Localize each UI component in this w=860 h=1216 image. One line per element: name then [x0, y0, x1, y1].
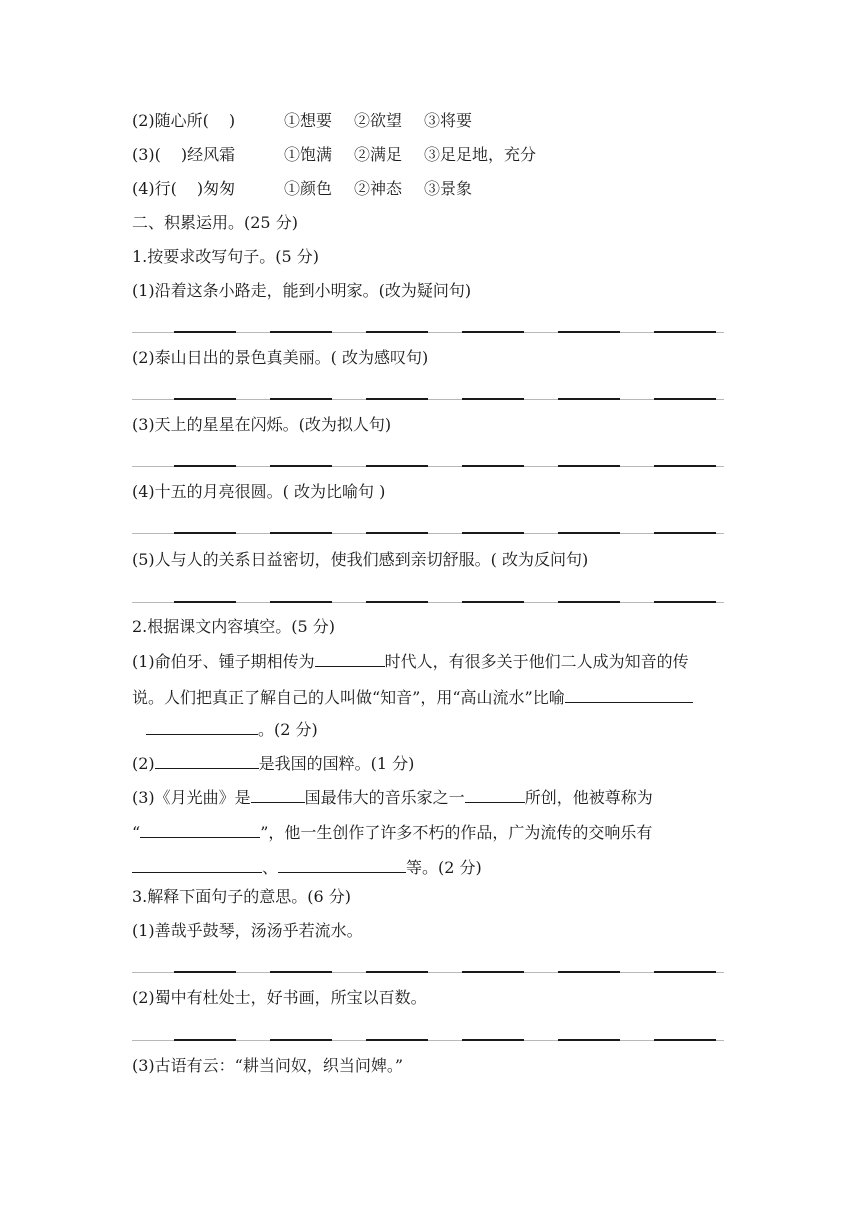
fill-item-2: (2) 是我国的国粹。(1 分)	[132, 754, 415, 773]
answer-line[interactable]	[132, 459, 724, 467]
fill-blank[interactable]	[315, 650, 385, 667]
meaning-item: (4)行( )匆匆 ①颜色 ②神态 ③景象	[132, 179, 473, 198]
rewrite-item: (1)沿着这条小路走，能到小明家。(改为疑问句)	[132, 281, 472, 300]
question-title: 3.解释下面句子的意思。(6 分)	[132, 887, 352, 906]
fill-item-1-line2: 说。人们把真正了解自己的人叫做“知音”，用“高山流水”比喻	[132, 686, 693, 708]
fill-item-3-line3: 、 等。(2 分)	[132, 856, 482, 878]
rewrite-item: (2)泰山日出的景色真美丽。( 改为感叹句)	[132, 348, 429, 367]
meaning-item: (3)( )经风霜 ①饱满 ②满足 ③足足地，充分	[132, 145, 537, 164]
answer-line[interactable]	[132, 392, 724, 400]
answer-line[interactable]	[132, 325, 724, 333]
answer-line[interactable]	[132, 526, 724, 534]
rewrite-item: (4)十五的月亮很圆。( 改为比喻句 )	[132, 482, 386, 501]
fill-blank[interactable]	[565, 686, 693, 703]
fill-blank[interactable]	[278, 856, 406, 873]
translate-item: (1)善哉乎鼓琴，汤汤乎若流水。	[132, 921, 363, 940]
fill-blank[interactable]	[132, 856, 262, 873]
translate-item: (3)古语有云：“耕当问奴，织当问婢。”	[132, 1056, 404, 1075]
section-title: 二、积累运用。(25 分)	[132, 213, 298, 232]
rewrite-item: (5)人与人的关系日益密切，使我们感到亲切舒服。( 改为反问句)	[132, 550, 589, 569]
meaning-item: (2)随心所( ) ①想要 ②欲望 ③将要	[132, 111, 473, 130]
fill-item-1-line3: 。(2 分)	[132, 718, 318, 740]
question-title: 1.按要求改写句子。(5 分)	[132, 247, 320, 266]
fill-blank[interactable]	[155, 752, 259, 769]
answer-line[interactable]	[132, 965, 724, 973]
fill-blank[interactable]	[140, 821, 260, 838]
fill-item-3-line2: “ ”，他一生创作了许多不朽的作品，广为流传的交响乐有	[132, 823, 653, 842]
answer-line[interactable]	[132, 595, 724, 603]
translate-item: (2)蜀中有杜处士，好书画，所宝以百数。	[132, 988, 427, 1007]
fill-blank[interactable]	[465, 786, 525, 803]
question-title: 2.根据课文内容填空。(5 分)	[132, 617, 336, 636]
fill-item-1-line1: (1)俞伯牙、锺子期相传为 时代人，有很多关于他们二人成为知音的传	[132, 652, 689, 671]
rewrite-item: (3)天上的星星在闪烁。(改为拟人句)	[132, 415, 392, 434]
fill-blank[interactable]	[251, 786, 305, 803]
fill-item-3-line1: (3)《月光曲》是 国最伟大的音乐家之一 所创，他被尊称为	[132, 788, 653, 807]
answer-line[interactable]	[132, 1033, 724, 1041]
fill-blank[interactable]	[146, 718, 258, 735]
